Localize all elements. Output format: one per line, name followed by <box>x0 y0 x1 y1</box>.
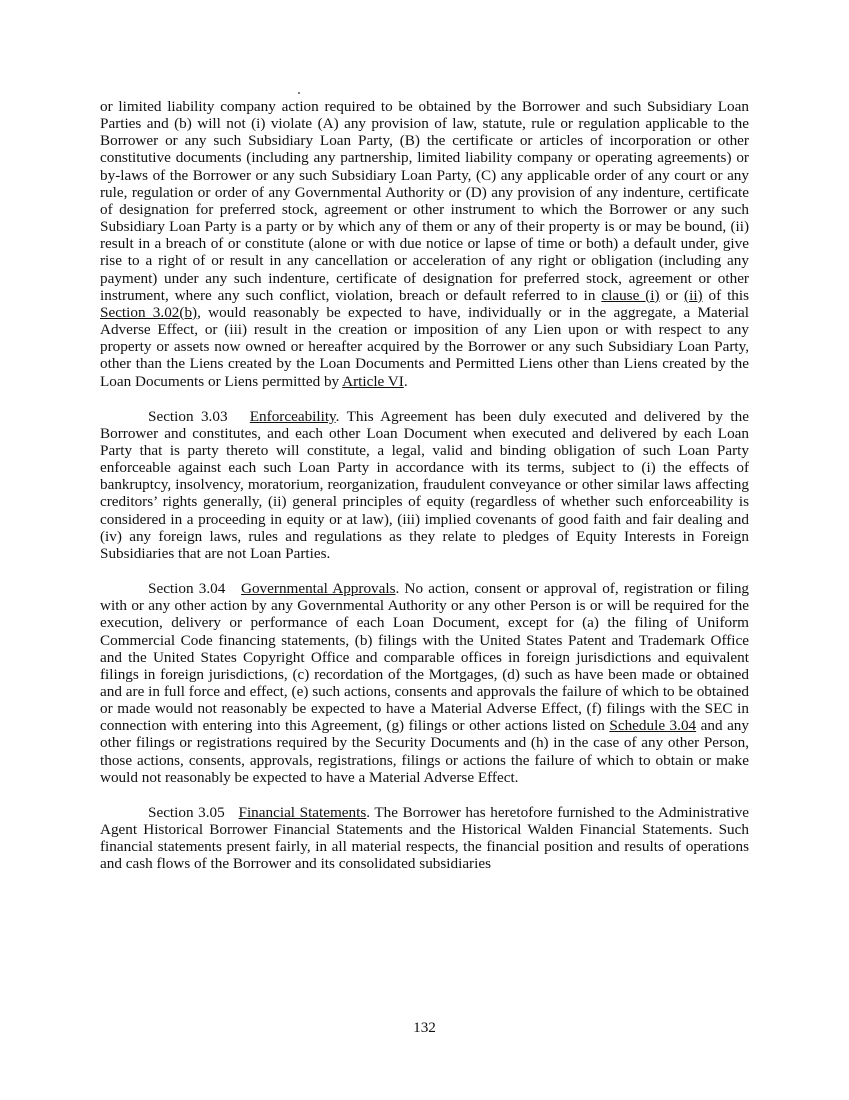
section-title: Financial Statements <box>238 803 367 821</box>
clause-i-reference: clause (i) <box>601 286 660 304</box>
connector-text: of this <box>702 286 750 304</box>
section-body: . No action, consent or approval of, registration or filing with or any other action by any Governmental Authority or any other Person is or will be required for the execution, delivery or performance of each Loan Document, except for (a) the filing of Uniform Commercial Code financing statements, (b) filings with the United States Patent and Trademark Office and the United States Copyright Office and comparable offices in foreign jurisdictions and equivalent filings in foreign jurisdictions, (c) recordation of the Mortgages, (d) such as have been made or obtained and are in full force and effect, (e) such actions, consents and approvals the failure of which to be obtained or made would not reasonably be expected to have a Material Adverse Effect, (f) filings with the SEC in connection with entering into this Agreement, (g) filings or other actions listed on <box>100 580 750 735</box>
period-text: . <box>403 372 408 390</box>
connector-text: or <box>659 286 685 304</box>
article-vi-reference: Article VI <box>342 372 404 390</box>
document-page <box>100 98 749 891</box>
section-title: Enforceability <box>249 407 336 425</box>
section-3-02b-reference: Section 3.02(b) <box>100 303 198 321</box>
continuation-paragraph <box>100 98 749 390</box>
continuation-text: or limited liability company action required to be obtained by the Borrower and such Subsidiary Loan Parties and (b) will not (i) violate (A) any provision of law, statute, rule or regulation applicable to the Borrower or any such Subsidiary Loan Party, (B) the certificate or articles of incorporation or other constitutive documents (including any partnership, limited liability company or operating agreements) or by-laws of the Borrower or any such Subsidiary Loan Party, (C) any applicable order of any court or any rule, regulation or order of any Governmental Authority or (D) any provision of any indenture, certificate of designation for preferred stock, agreement or other instrument to which the Borrower or any such Subsidiary Loan Party is a party or by which any of them or any of their property is or may be bound, (ii) result in a breach of or constitute (alone or with due notice or lapse of time or both) a default under, give rise to a right of or result in any cancellation or acceleration of any right or obligation (including any payment) under any such indenture, certificate of designation for preferred stock, agreement or other instrument, where any such conflict, violation, breach or default referred to in <box>100 98 749 304</box>
section-3-03-paragraph <box>100 408 749 562</box>
section-body: . This Agreement has been duly executed and delivered by the Borrower and constitutes, and each other Loan Document when executed and delivered by each Loan Party that is party thereto will constitute, a legal, valid and binding obligation of such Loan Party enforceable against each such Loan Party in accordance with its terms, subject to (i) the effects of bankruptcy, insolvency, moratorium, reorganization, fraudulent conveyance or other similar laws affecting creditors’ rights generally, (ii) general principles of equity (regardless of whether such enforceability is considered in a proceeding in equity or at law), (iii) implied covenants of good faith and fair dealing and (iv) any foreign laws, rules and regulations as they relate to pledges of Equity Interests in Foreign Subsidiaries that are not Loan Parties. <box>100 407 749 562</box>
section-body: . The Borrower has heretofore furnished to the Administrative Agent Historical Borrower Financial Statements and the Historical Walden Financial Statements. Such financial statements present fairly, in all material respects, the financial position and results of operations and cash flows of the Borrower and its consolidated subsidiaries <box>100 803 749 873</box>
schedule-3-04-reference: Schedule 3.04 <box>609 717 697 735</box>
section-number: Section 3.04 <box>148 580 226 598</box>
section-title: Governmental Approvals <box>240 580 396 598</box>
continuation-text: , would reasonably be expected to have, individually or in the aggregate, a Material Adverse Effect, or (iii) result in the creation or imposition of any Lien upon or with respect to any property or assets now owned or hereafter acquired by the Borrower or any such Subsidiary Loan Party, other than the Liens created by the Loan Documents and Permitted Liens other than Liens created by the Loan Documents or Liens permitted by <box>100 303 749 390</box>
section-number: Section 3.03 <box>148 407 228 425</box>
section-3-05-paragraph <box>100 804 749 873</box>
scan-mark <box>298 92 300 94</box>
section-number: Section 3.05 <box>148 803 225 821</box>
section-body: and any other filings or registrations required by the Security Documents and (h) in the case of any other Person, those actions, consents, approvals, registrations, filings or actions the failure of which to obtain or make would not reasonably be expected to have a Material Adverse Effect. <box>100 717 749 786</box>
clause-ii-reference: (ii) <box>684 286 703 304</box>
section-3-04-paragraph <box>100 580 749 786</box>
page-number: 132 <box>413 1019 436 1036</box>
